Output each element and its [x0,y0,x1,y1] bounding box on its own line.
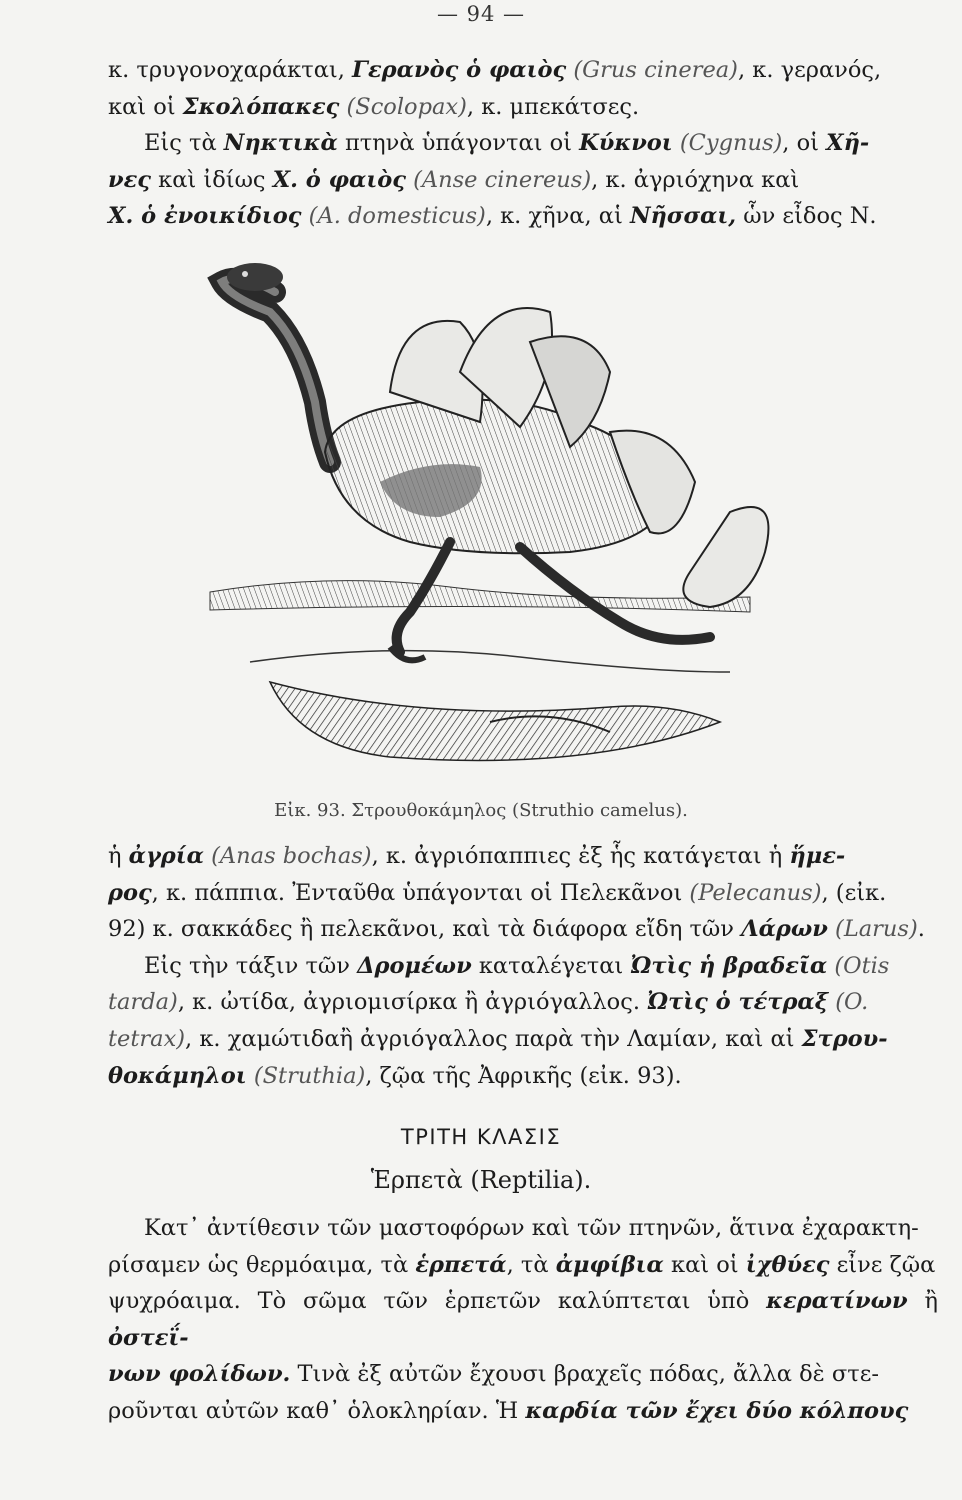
paragraph-ducks-ostriches [108,838,938,1094]
text-line: ρίσαμεν ὡς θερμόαιμα, τὰ ἑρπετά, τὰ ἀμφίβια καὶ οἱ ἰχθύες εἶνε ζῷα [108,1251,936,1278]
ostrich-illustration [190,252,770,792]
paragraph-reptiles [108,1210,938,1430]
section-title: Ἑρπετὰ (Reptilia). [370,1166,592,1194]
text-line: νες καὶ ἰδίως Χ. ὁ φαιὸς (Anse cinereus), κ. ἀγριόχηνα καὶ [108,166,800,193]
text-line: Εἰς τὰ Νηκτικὰ πτηνὰ ὑπάγονται οἱ Κύκνοι (Cygnus), οἱ Χῆ- [144,130,870,157]
text-line: θοκάμηλοι (Struthia), ζῷα τῆς Ἀφρικῆς (εἰκ. 93). [108,1062,682,1089]
text-line: νων φολίδων. Τινὰ ἐξ αὐτῶν ἔχουσι βραχεῖς πόδας, ἄλλα δὲ στε- [108,1361,879,1388]
text-line: Χ. ὁ ἐνοικίδιος (A. domesticus), κ. χῆνα, αἱ Νῆσσαι, ὧν εἶδος Ν. [108,203,877,230]
text-line: ἡ ἀγρία (Anas bochas), κ. ἀγριόπαππιες ἐξ ἧς κατάγεται ἡ ἥμε- [108,843,846,869]
text-line: tetrax), κ. χαμώτιδαἢ ἀγριόγαλλος παρὰ τὴν Λαμίαν, καὶ αἱ Στρου- [108,1025,888,1052]
page-number: — 94 — [436,2,526,26]
text-line: ρος, κ. πάππια. Ἐνταῦθα ὑπάγονται οἱ Πελεκᾶνοι (Pelecanus), (εἰκ. [108,879,887,906]
text-line: Κατ᾽ ἀντίθεσιν τῶν μαστοφόρων καὶ τῶν πτηνῶν, ἅτινα ἐχαρακτη- [144,1215,919,1241]
class-heading: ΤΡΙΤΗ ΚΛΑΣΙΣ [400,1125,562,1149]
text-line: tarda), κ. ὠτίδα, ἀγριομισίρκα ἢ ἀγριόγαλλος. Ὠτὶς ὁ τέτραξ (O. [108,989,869,1016]
text-line: Εἰς τὴν τάξιν τῶν Δρομέων καταλέγεται Ὠτὶς ἡ βραδεῖα (Otis [144,952,890,979]
text-line: καὶ οἱ Σκολόπακες (Scolopax), κ. μπεκάτσες. [108,93,640,120]
text-line: 92) κ. σακκάδες ἢ πελεκᾶνοι, καὶ τὰ διάφορα εἴδη τῶν Λάρων (Larus). [108,916,925,943]
paragraph-birds-list [108,52,938,235]
text-line: ψυχρόαιμα. Τὸ σῶμα τῶν ἑρπετῶν καλύπτεται ὑπὸ κερατίνων ἢ ὀστεΐ- [108,1288,938,1351]
text-line: κ. τρυγονοχαράκται, Γερανὸς ὁ φαιὸς (Grus cinerea), κ. γερανός, [108,57,882,83]
text-line: ροῦνται αὐτῶν καθ᾽ ὁλοκληρίαν. Ἡ καρδία τῶν ἔχει δύο κόλπους [108,1397,909,1424]
ostrich-engraving [190,252,770,792]
figure-caption: Εἰκ. 93. Στρουθοκάμηλος (Struthio camelus). [274,800,688,821]
